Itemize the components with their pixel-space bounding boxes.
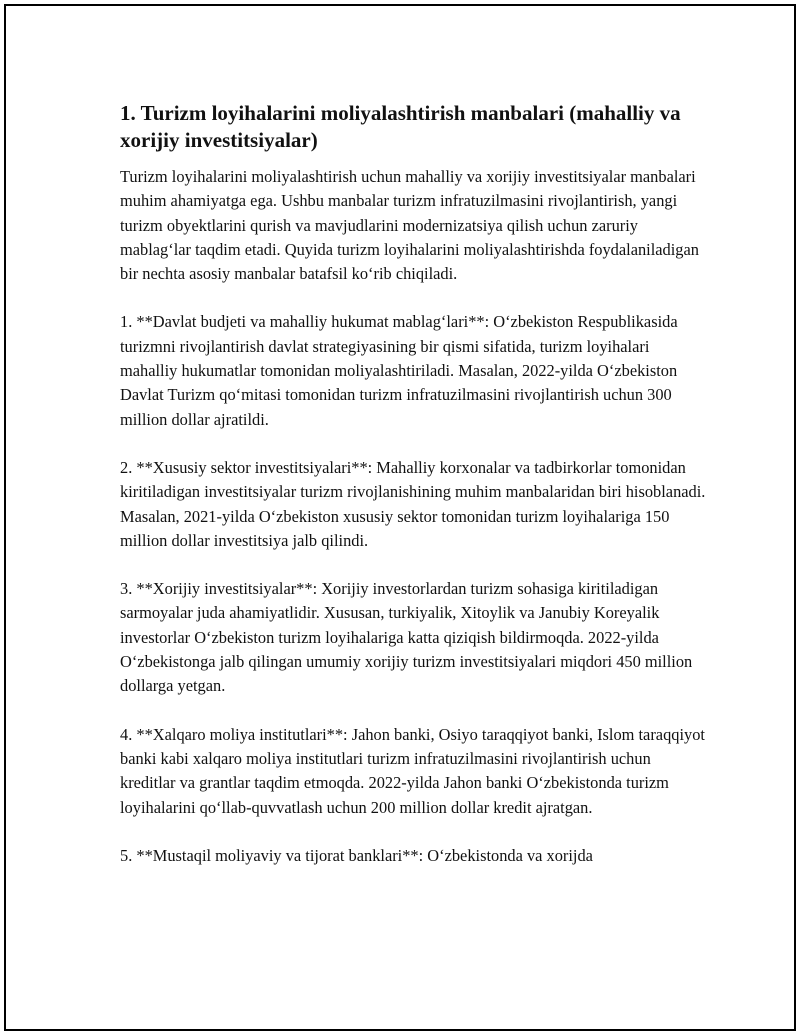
list-item-foreign-investment: 3. **Xorijiy investitsiyalar**: Xorijiy investorlardan turizm sohasiga kiritiladigan sarmoyalar juda ahamiyatlidir. Xususan, turkiyalik, Xitoylik va Janubiy Koreyalik investorlar O‘zbekiston turizm loyihalariga katta qiziqish bildirmoqda. 2022-yilda O‘zbekistonga jalb qilingan umumiy xorijiy turizm investitsiyalari miqdori 450 million dollarga yetgan. — [120, 579, 693, 696]
intro-paragraph: Turizm loyihalarini moliyalashtirish uchun mahalliy va xorijiy investitsiyalar manbalari muhim ahamiyatga ega. Ushbu manbalar turizm infratuzilmasini rivojlantirish, yangi turizm obyektlarini qurish va mavjudlarini modernizatsiya qilish uchun zaruriy mablag‘lar taqdim etadi. Quyida turizm loyihalarini moliyalashtirishda foydalaniladigan bir nechta asosiy manbalar batafsil ko‘rib chiqiladi. — [120, 167, 699, 284]
document-body — [120, 100, 710, 892]
list-item-state-budget: 1. **Davlat budjeti va mahalliy hukumat mablag‘lari**: O‘zbekiston Respublikasida turizmni rivojlantirish davlat strategiyasining bir qismi sifatida, turizm loyihalari mahalliy hukumatlar tomonidan moliyalashtiriladi. Masalan, 2022-yilda O‘zbekiston Davlat Turizm qo‘mitasi tomonidan turizm infratuzilmasini rivojlantirish uchun 300 million dollar ajratildi. — [120, 312, 678, 429]
list-item-international-finance: 4. **Xalqaro moliya institutlari**: Jahon banki, Osiyo taraqqiyot banki, Islom taraqqiyot banki kabi xalqaro moliya institutlari turizm infratuzilmasini rivojlantirish uchun kreditlar va grantlar taqdim etmoqda. 2022-yilda Jahon banki O‘zbekistonda turizm loyihalarini qo‘llab-quvvatlash uchun 200 million dollar kredit ajratgan. — [120, 724, 705, 817]
section-heading: 1. Turizm loyihalarini moliyalashtirish manbalari (mahalliy va xorijiy investitsiyalar) — [120, 101, 681, 152]
list-item-commercial-banks: 5. **Mustaqil moliyaviy va tijorat banklari**: O‘zbekistonda va xorijda — [120, 845, 593, 865]
page-frame — [4, 4, 796, 1031]
list-item-private-sector: 2. **Xususiy sektor investitsiyalari**: Mahalliy korxonalar va tadbirkorlar tomonidan kiritiladigan investitsiyalar turizm rivojlanishining muhim manbalaridan biri hisoblanadi. Masalan, 2021-yilda O‘zbekiston xususiy sektor tomonidan turizm loyihalariga 150 million dollar investitsiya jalb qilindi. — [120, 457, 706, 550]
